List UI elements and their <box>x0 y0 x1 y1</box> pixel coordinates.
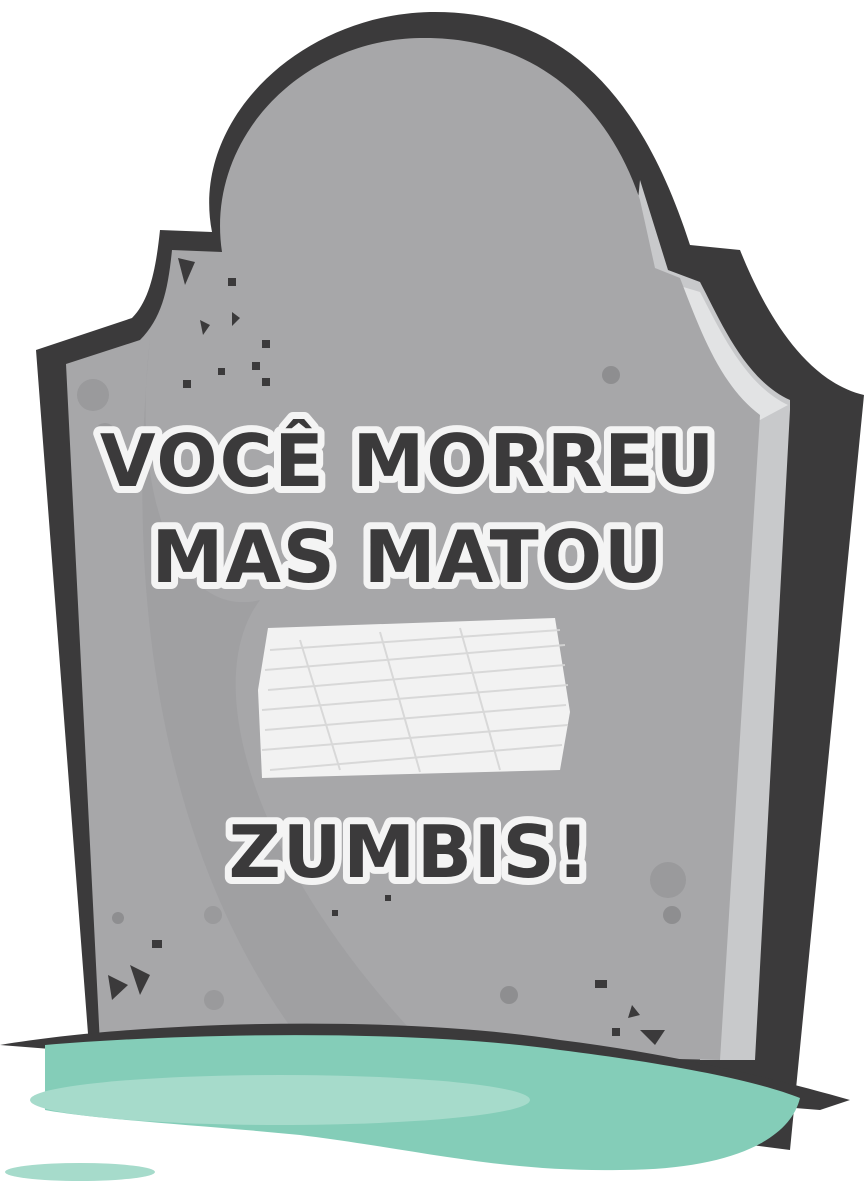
stone-pit <box>77 379 109 411</box>
inscription-line-1: VOCÊ MORREU <box>99 419 717 503</box>
score-scribble-box <box>258 618 570 778</box>
stone-pit <box>112 912 124 924</box>
stone-pit <box>500 986 518 1004</box>
puddle <box>5 1163 155 1181</box>
grass-highlight <box>30 1075 530 1125</box>
inscription-line-3: ZUMBIS! <box>228 810 592 894</box>
stone-pit <box>650 862 686 898</box>
stone-pit <box>204 906 222 924</box>
inscription-line-2: MAS MATOU <box>151 515 665 599</box>
stone-pit <box>663 906 681 924</box>
stone-pit <box>204 990 224 1010</box>
stone-pit <box>602 366 620 384</box>
